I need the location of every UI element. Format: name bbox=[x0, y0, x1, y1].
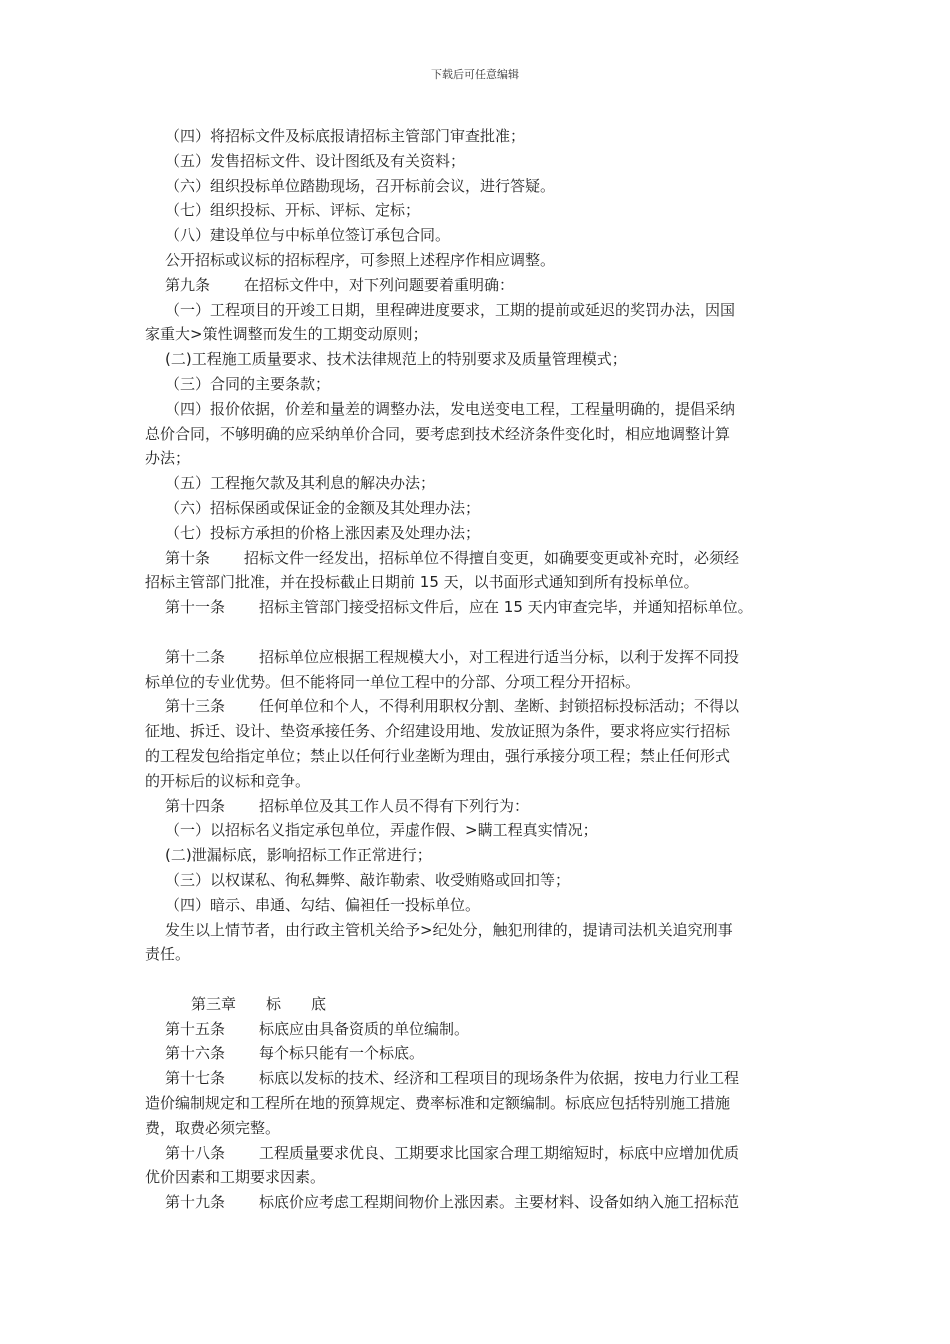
paragraph: （七）组织投标、开标、评标、定标； bbox=[165, 201, 421, 220]
paragraph: （四）暗示、串通、勾结、偏袒任一投标单位。 bbox=[165, 895, 481, 914]
article-17 bbox=[145, 1066, 805, 1091]
paragraph: 造价编制规定和工程所在地的预算规定、费率标准和定额编制。标底应包括特别施工措施 bbox=[145, 1094, 731, 1113]
article-text: 标底价应考虑工程期间物价上涨因素。主要材料、设备如纳入施工招标范 bbox=[259, 1193, 740, 1212]
paragraph: 征地、拆迁、设计、垫资承接任务、介绍建设用地、发放证照为条件，要求将应实行招标 bbox=[145, 722, 731, 741]
paragraph: 标单位的专业优势。但不能将同一单位工程中的分部、分项工程分开招标。 bbox=[145, 672, 641, 691]
article-number: 第十一条 bbox=[165, 598, 226, 617]
paragraph: （一）工程项目的开竣工日期，里程碑进度要求，工期的提前或延迟的奖罚办法，因国 bbox=[165, 300, 736, 319]
paragraph: （八）建设单位与中标单位签订承包合同。 bbox=[165, 226, 451, 245]
article-text: 在招标文件中，对下列问题要着重明确： bbox=[244, 275, 515, 294]
paragraph: 公开招标或议标的招标程序，可参照上述程序作相应调整。 bbox=[165, 250, 556, 269]
article-text: 工程质量要求优良、工期要求比国家合理工期缩短时，标底中应增加优质 bbox=[259, 1143, 740, 1162]
article-number: 第十条 bbox=[165, 548, 211, 567]
paragraph: 费，取费必须完整。 bbox=[145, 1118, 281, 1137]
paragraph: （五）工程拖欠款及其利息的解决办法； bbox=[165, 474, 436, 493]
article-16 bbox=[145, 1041, 805, 1066]
article-number: 第十二条 bbox=[165, 647, 226, 666]
chapter-title-char: 标 bbox=[266, 994, 282, 1013]
chapter-title-char: 底 bbox=[311, 994, 327, 1013]
document-body bbox=[145, 124, 805, 1215]
paragraph: (二)工程施工质量要求、技术法律规范上的特别要求及质量管理模式； bbox=[165, 350, 627, 369]
page-header: 下载后可任意编辑 bbox=[431, 68, 519, 81]
article-13 bbox=[145, 694, 805, 719]
article-text: 招标文件一经发出，招标单位不得擅自变更，如确要变更或补充时，必须经 bbox=[244, 548, 740, 567]
chapter-heading bbox=[145, 992, 805, 1017]
paragraph: 责任。 bbox=[145, 945, 191, 964]
article-text: 标底应由具备资质的单位编制。 bbox=[259, 1019, 470, 1038]
article-number: 第十五条 bbox=[165, 1019, 226, 1038]
paragraph: （四）报价依据，价差和量差的调整办法，发电送变电工程，工程量明确的，提倡采纳 bbox=[165, 399, 736, 418]
paragraph: （三）以权谋私、徇私舞弊、敲诈勒索、收受贿赂或回扣等； bbox=[165, 870, 571, 889]
paragraph: （六）招标保函或保证金的金额及其处理办法； bbox=[165, 498, 481, 517]
paragraph: 总价合同，不够明确的应采纳单价合同，要考虑到技术经济条件变化时，相应地调整计算 bbox=[145, 424, 731, 443]
paragraph: （一）以招标名义指定承包单位，弄虚作假、>瞒工程真实情况； bbox=[165, 821, 598, 840]
article-14 bbox=[145, 794, 805, 819]
paragraph: （三）合同的主要条款； bbox=[165, 374, 331, 393]
article-11 bbox=[145, 595, 805, 620]
paragraph: 发生以上情节者，由行政主管机关给予>纪处分，触犯刑律的，提请司法机关追究刑事 bbox=[165, 920, 733, 939]
article-text: 招标单位及其工作人员不得有下列行为： bbox=[259, 796, 530, 815]
paragraph: 家重大>策性调整而发生的工期变动原则； bbox=[145, 325, 428, 344]
chapter-number: 第三章 bbox=[191, 994, 237, 1013]
paragraph: （六）组织投标单位踏勘现场，召开标前会议，进行答疑。 bbox=[165, 176, 556, 195]
paragraph: (二)泄漏标底，影响招标工作正常进行； bbox=[165, 846, 432, 865]
article-number: 第九条 bbox=[165, 275, 211, 294]
paragraph: 的开标后的议标和竞争。 bbox=[145, 771, 311, 790]
paragraph: （七）投标方承担的价格上涨因素及处理办法； bbox=[165, 523, 481, 542]
paragraph: 优价因素和工期要求因素。 bbox=[145, 1168, 326, 1187]
paragraph: 办法； bbox=[145, 449, 191, 468]
paragraph: 的工程发包给指定单位；禁止以任何行业垄断为理由，强行承接分项工程；禁止任何形式 bbox=[145, 746, 731, 765]
article-19 bbox=[145, 1190, 805, 1215]
article-10 bbox=[145, 546, 805, 571]
article-text: 每个标只能有一个标底。 bbox=[259, 1044, 425, 1063]
article-15 bbox=[145, 1017, 805, 1042]
article-12 bbox=[145, 645, 805, 670]
article-text: 任何单位和个人，不得利用职权分割、垄断、封锁招标投标活动；不得以 bbox=[259, 697, 740, 716]
article-text: 标底以发标的技术、经济和工程项目的现场条件为依据，按电力行业工程 bbox=[259, 1069, 740, 1088]
article-9 bbox=[145, 273, 805, 298]
article-18 bbox=[145, 1141, 805, 1166]
article-number: 第十七条 bbox=[165, 1069, 226, 1088]
article-text: 招标单位应根据工程规模大小，对工程进行适当分标，以利于发挥不同投 bbox=[259, 647, 740, 666]
article-number: 第十六条 bbox=[165, 1044, 226, 1063]
article-number: 第十九条 bbox=[165, 1193, 226, 1212]
paragraph: （五）发售招标文件、设计图纸及有关资料； bbox=[165, 151, 466, 170]
article-number: 第十八条 bbox=[165, 1143, 226, 1162]
article-text: 招标主管部门接受招标文件后，应在 15 天内审查完毕，并通知招标单位。 bbox=[259, 598, 753, 617]
paragraph: 招标主管部门批准，并在投标截止日期前 15 天，以书面形式通知到所有投标单位。 bbox=[145, 573, 699, 592]
article-number: 第十四条 bbox=[165, 796, 226, 815]
article-number: 第十三条 bbox=[165, 697, 226, 716]
paragraph: （四）将招标文件及标底报请招标主管部门审查批准； bbox=[165, 127, 526, 145]
